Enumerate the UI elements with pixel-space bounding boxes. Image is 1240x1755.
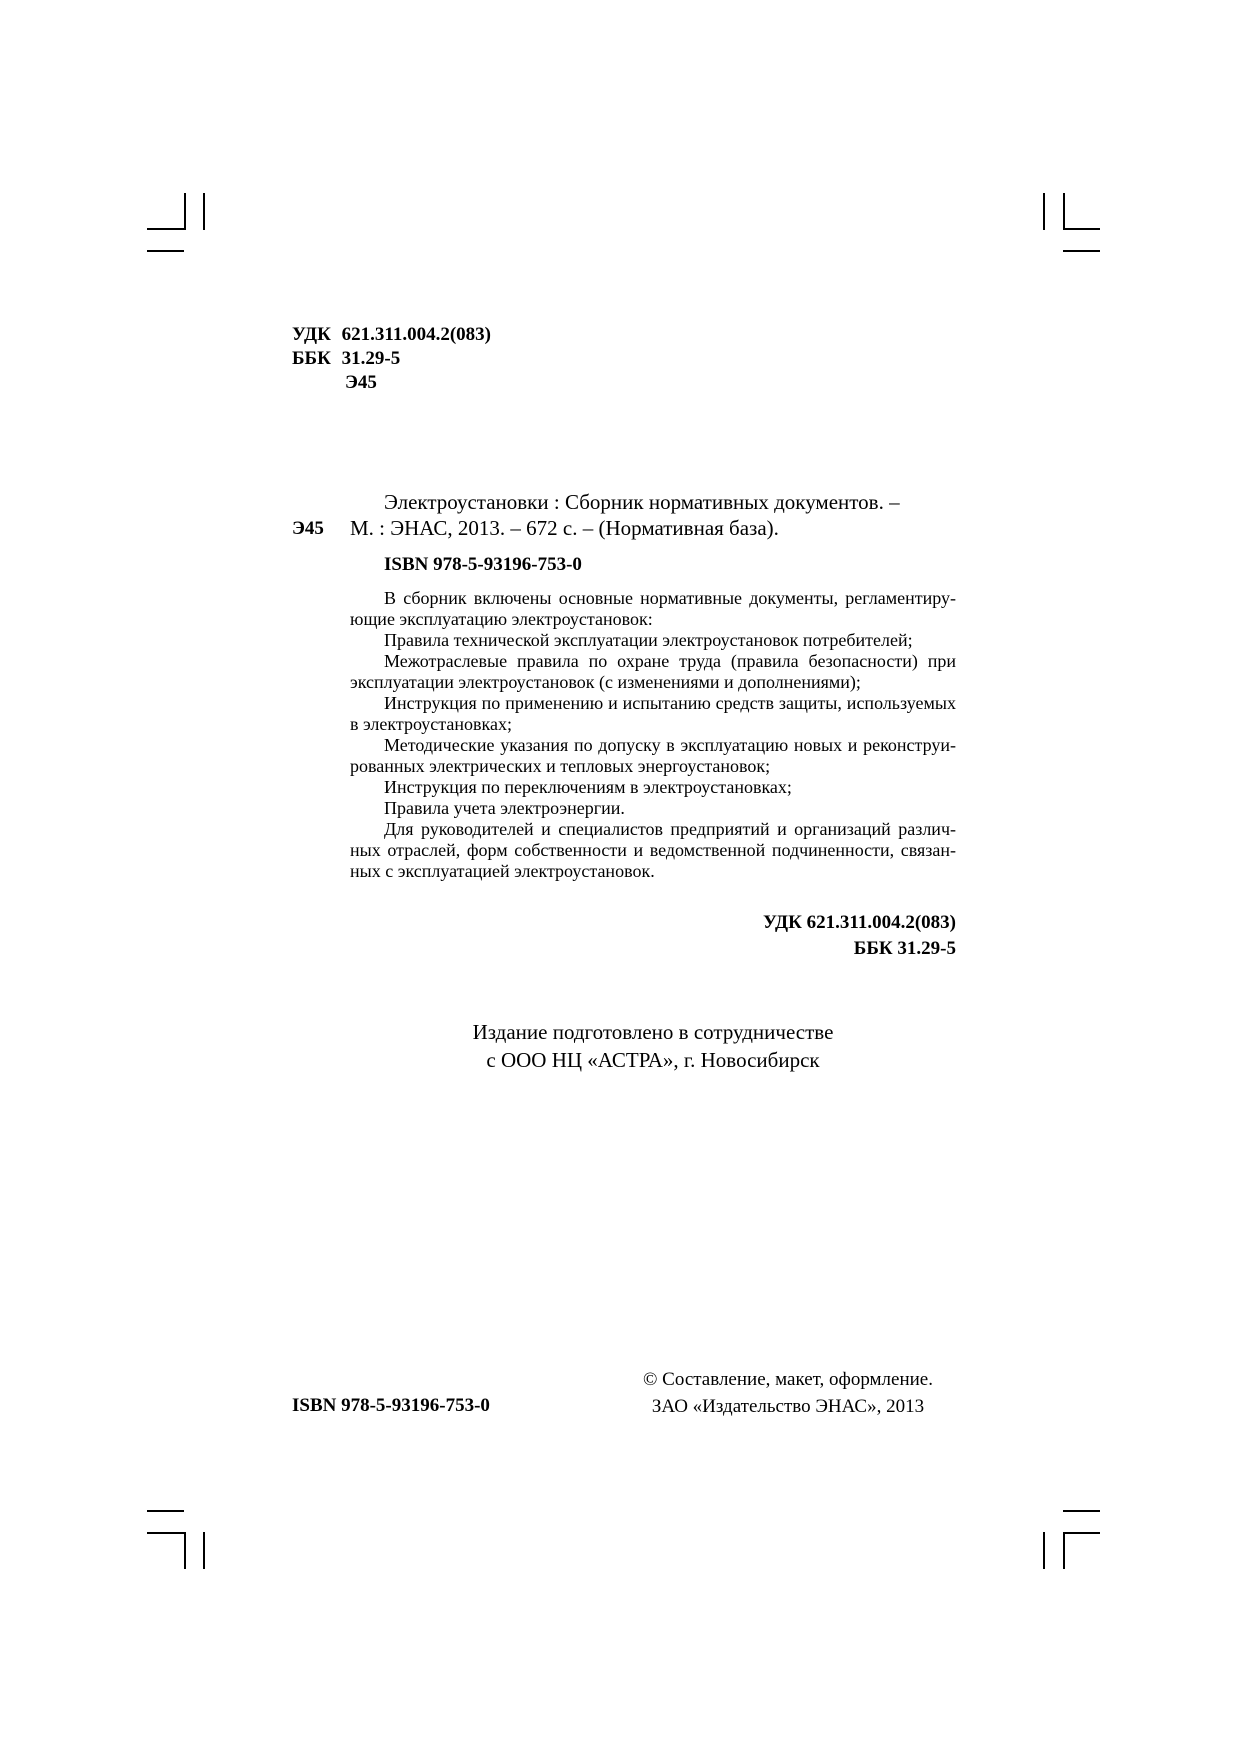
crop-mark-bottom-right-h2 xyxy=(1063,1510,1100,1512)
classification-right-udk: УДК 621.311.004.2(083) xyxy=(763,912,956,933)
header-bbk-row xyxy=(292,347,491,371)
crop-mark-top-left-v1 xyxy=(184,193,186,230)
header-classification xyxy=(292,323,491,395)
header-udk-row xyxy=(292,323,491,347)
copyright-line1: © Составление, макет, оформление. xyxy=(642,1369,933,1390)
record-author-sign: Э45 xyxy=(292,518,324,539)
annotation-line: Правила учета электроэнергии. xyxy=(384,798,625,818)
annotation-line: Межотраслевые правила по охране труда (правила безопасности) при xyxy=(384,651,956,671)
cooperation-line1: Издание подготовлено в сотрудничестве xyxy=(472,1020,834,1044)
cooperation-line2: с ООО НЦ «АСТРА», г. Новосибирск xyxy=(486,1048,820,1072)
annotation-line: В сборник включены основные нормативные документы, регламентиру- xyxy=(384,588,956,608)
crop-mark-top-right-v2 xyxy=(1063,193,1065,230)
annotation-line: Правила технической эксплуатации электроустановок потребителей; xyxy=(384,630,913,650)
annotation-line: Инструкция по переключениям в электроустановках; xyxy=(384,777,792,797)
record-title-line1: Электроустановки : Сборник нормативных документов. – xyxy=(384,490,900,514)
annotation-line: ных с эксплуатацией электроустановок. xyxy=(350,861,655,881)
annotation-line: в электроустановках; xyxy=(350,714,512,734)
crop-mark-bottom-left-h2 xyxy=(147,1510,184,1512)
crop-mark-bottom-right-v2 xyxy=(1063,1532,1065,1569)
crop-mark-top-right-v1 xyxy=(1043,193,1045,230)
cooperation-note xyxy=(350,1018,956,1074)
annotation xyxy=(350,588,956,882)
annotation-line: Инструкция по применению и испытанию средств защиты, используемых xyxy=(384,693,956,713)
crop-mark-bottom-left-v1 xyxy=(184,1532,186,1569)
annotation-line: эксплуатации электроустановок (с изменениями и дополнениями); xyxy=(350,672,861,692)
crop-mark-top-right-h2 xyxy=(1063,250,1100,252)
footer-isbn: ISBN 978-5-93196-753-0 xyxy=(292,1395,490,1416)
header-udk-value: 621.311.004.2(083) xyxy=(341,324,491,345)
record-isbn: ISBN 978-5-93196-753-0 xyxy=(384,554,582,575)
classification-right xyxy=(763,910,956,962)
crop-mark-top-left-h2 xyxy=(147,250,184,252)
crop-mark-bottom-right-h xyxy=(1063,1532,1100,1534)
header-author-sign: Э45 xyxy=(345,372,377,393)
crop-mark-top-left-v2 xyxy=(203,193,205,230)
annotation-line: ных отраслей, форм собственности и ведомственной подчиненности, связан- xyxy=(350,840,956,860)
classification-right-bbk: ББК 31.29-5 xyxy=(853,938,956,959)
header-bbk-value: 31.29-5 xyxy=(341,348,401,369)
crop-mark-top-right-h xyxy=(1063,228,1100,230)
crop-mark-top-left-h xyxy=(147,228,184,230)
crop-mark-bottom-right-v1 xyxy=(1043,1532,1045,1569)
copyright-line2: ЗАО «Издательство ЭНАС», 2013 xyxy=(651,1396,925,1417)
crop-mark-bottom-left-v2 xyxy=(203,1532,205,1569)
header-udk-label: УДК xyxy=(292,324,331,345)
header-bbk-label: ББК xyxy=(292,348,331,369)
annotation-line: ющие эксплуатацию электроустановок: xyxy=(350,609,653,629)
crop-mark-bottom-left-h xyxy=(147,1532,184,1534)
annotation-line: Методические указания по допуску в эксплуатацию новых и реконструи- xyxy=(384,735,956,755)
annotation-line: рованных электрических и тепловых энергоустановок; xyxy=(350,756,771,776)
footer-copyright xyxy=(620,1366,956,1420)
record-title-line2: М. : ЭНАС, 2013. – 672 с. – (Нормативная база). xyxy=(350,516,779,540)
annotation-line: Для руководителей и специалистов предприятий и организаций различ- xyxy=(384,819,956,839)
